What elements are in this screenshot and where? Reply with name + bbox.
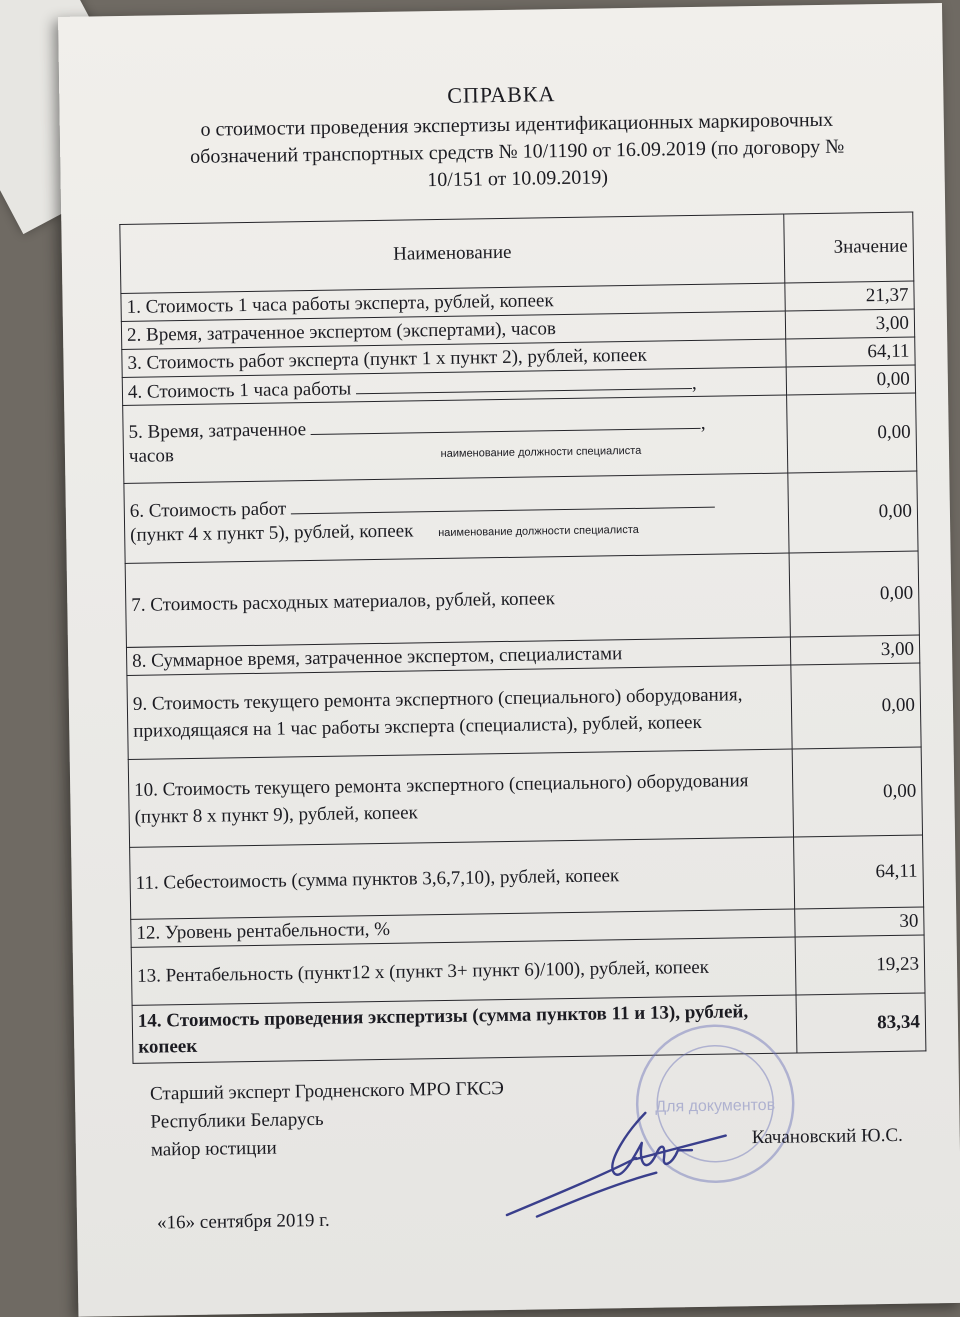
table-row bbox=[123, 393, 917, 483]
cost-table bbox=[119, 212, 926, 1064]
row-value: 21,37 bbox=[785, 281, 914, 311]
signatory-position-2: Республики Беларусь bbox=[150, 1108, 324, 1133]
blank-line bbox=[311, 409, 701, 434]
handwritten-signature bbox=[495, 1101, 737, 1225]
row-value: 0,00 bbox=[786, 365, 915, 395]
row-value: 0,00 bbox=[792, 747, 922, 837]
row-label: 8. Суммарное время, затраченное экспертом, специалистами bbox=[126, 637, 790, 675]
row-value: 0,00 bbox=[787, 393, 917, 473]
table-row bbox=[130, 835, 924, 919]
table-row-total bbox=[132, 993, 926, 1063]
position-hint: наименование должности специалиста bbox=[438, 523, 639, 539]
row-label bbox=[124, 473, 789, 563]
row-label: 2. Время, затраченное экспертом (экспертами), часов bbox=[121, 311, 785, 349]
row-value: 3,00 bbox=[790, 635, 919, 665]
document-subtitle bbox=[120, 106, 915, 199]
table-row bbox=[125, 551, 919, 647]
row-value: 0,00 bbox=[788, 471, 918, 553]
blank-line bbox=[356, 370, 692, 394]
signatory-position-1: Старший эксперт Гродненского МРО ГКСЭ bbox=[149, 1078, 504, 1105]
row-label: 7. Стоимость расходных материалов, рублей, копеек bbox=[125, 553, 790, 647]
subtitle-line-1: о стоимости проведения экспертизы идентификационных маркировочных bbox=[200, 108, 834, 141]
row-label-end: , bbox=[691, 372, 697, 395]
signatory-name: Качановский Ю.С. bbox=[751, 1124, 903, 1149]
row-label bbox=[123, 395, 788, 483]
blank-line bbox=[291, 488, 715, 514]
row-label: 13. Рентабельность (пункт12 х (пункт 3+ пункт 6)/100), рублей, копеек bbox=[131, 937, 796, 1005]
row-value: 64,11 bbox=[786, 337, 915, 367]
subtitle-line-3: 10/151 от 10.09.2019) bbox=[427, 166, 609, 192]
table-row bbox=[124, 471, 918, 563]
column-header-value: Значение bbox=[784, 212, 914, 283]
row-value: 64,11 bbox=[794, 835, 924, 909]
row-value: 3,00 bbox=[785, 309, 914, 339]
row-label: 14. Стоимость проведения экспертизы (сумма пунктов 11 и 13), рублей, копеек bbox=[132, 995, 797, 1063]
row-label: 1. Стоимость 1 часа работы эксперта, рублей, копеек bbox=[121, 283, 785, 321]
row-label: 9. Стоимость текущего ремонта экспертного (специального) оборудования, приходящаяся на 1 час работы эксперта (специалиста), рублей, копеек bbox=[127, 665, 792, 759]
table-row bbox=[127, 663, 921, 759]
row-value: 0,00 bbox=[789, 551, 919, 637]
row-value: 83,34 bbox=[796, 993, 926, 1053]
row-value: 30 bbox=[795, 907, 924, 937]
document-page bbox=[58, 3, 960, 1317]
document-title: СПРАВКА bbox=[447, 81, 556, 108]
row-label: 11. Себестоимость (сумма пунктов 3,6,7,10), рублей, копеек bbox=[130, 837, 795, 919]
subtitle-line-2: обозначений транспортных средств № 10/1190 от 16.09.2019 (по договору № bbox=[190, 135, 845, 168]
table-row bbox=[128, 747, 922, 847]
row-label-end: , bbox=[700, 412, 706, 434]
row-label-cont: часов bbox=[128, 444, 175, 467]
row-label: 10. Стоимость текущего ремонта экспертного (специального) оборудования (пункт 8 х пункт 9), рублей, копеек bbox=[128, 749, 793, 847]
row-value: 0,00 bbox=[791, 663, 921, 749]
signatory-position-3: майор юстиции bbox=[150, 1137, 277, 1161]
position-hint: наименование должности специалиста bbox=[440, 444, 642, 460]
table-header bbox=[120, 212, 914, 293]
row-label-text: 5. Время, затраченное bbox=[128, 418, 307, 443]
row-label-text: 6. Стоимость работ bbox=[129, 497, 287, 522]
column-header-name: Наименование bbox=[120, 214, 785, 293]
stamp-text: Для документов bbox=[655, 1096, 776, 1116]
document-date: «16» сентября 2019 г. bbox=[156, 1209, 330, 1234]
row-value: 19,23 bbox=[795, 935, 925, 995]
row-label-text: 4. Стоимость 1 часа работы bbox=[127, 378, 352, 403]
row-label-cont: (пункт 4 х пункт 5), рублей, копеек bbox=[130, 519, 414, 546]
row-label: 3. Стоимость работ эксперта (пункт 1 х пункт 2), рублей, копеек bbox=[122, 339, 786, 377]
signatory-block bbox=[150, 1075, 505, 1165]
row-label: 12. Уровень рентабельности, % bbox=[131, 909, 795, 947]
